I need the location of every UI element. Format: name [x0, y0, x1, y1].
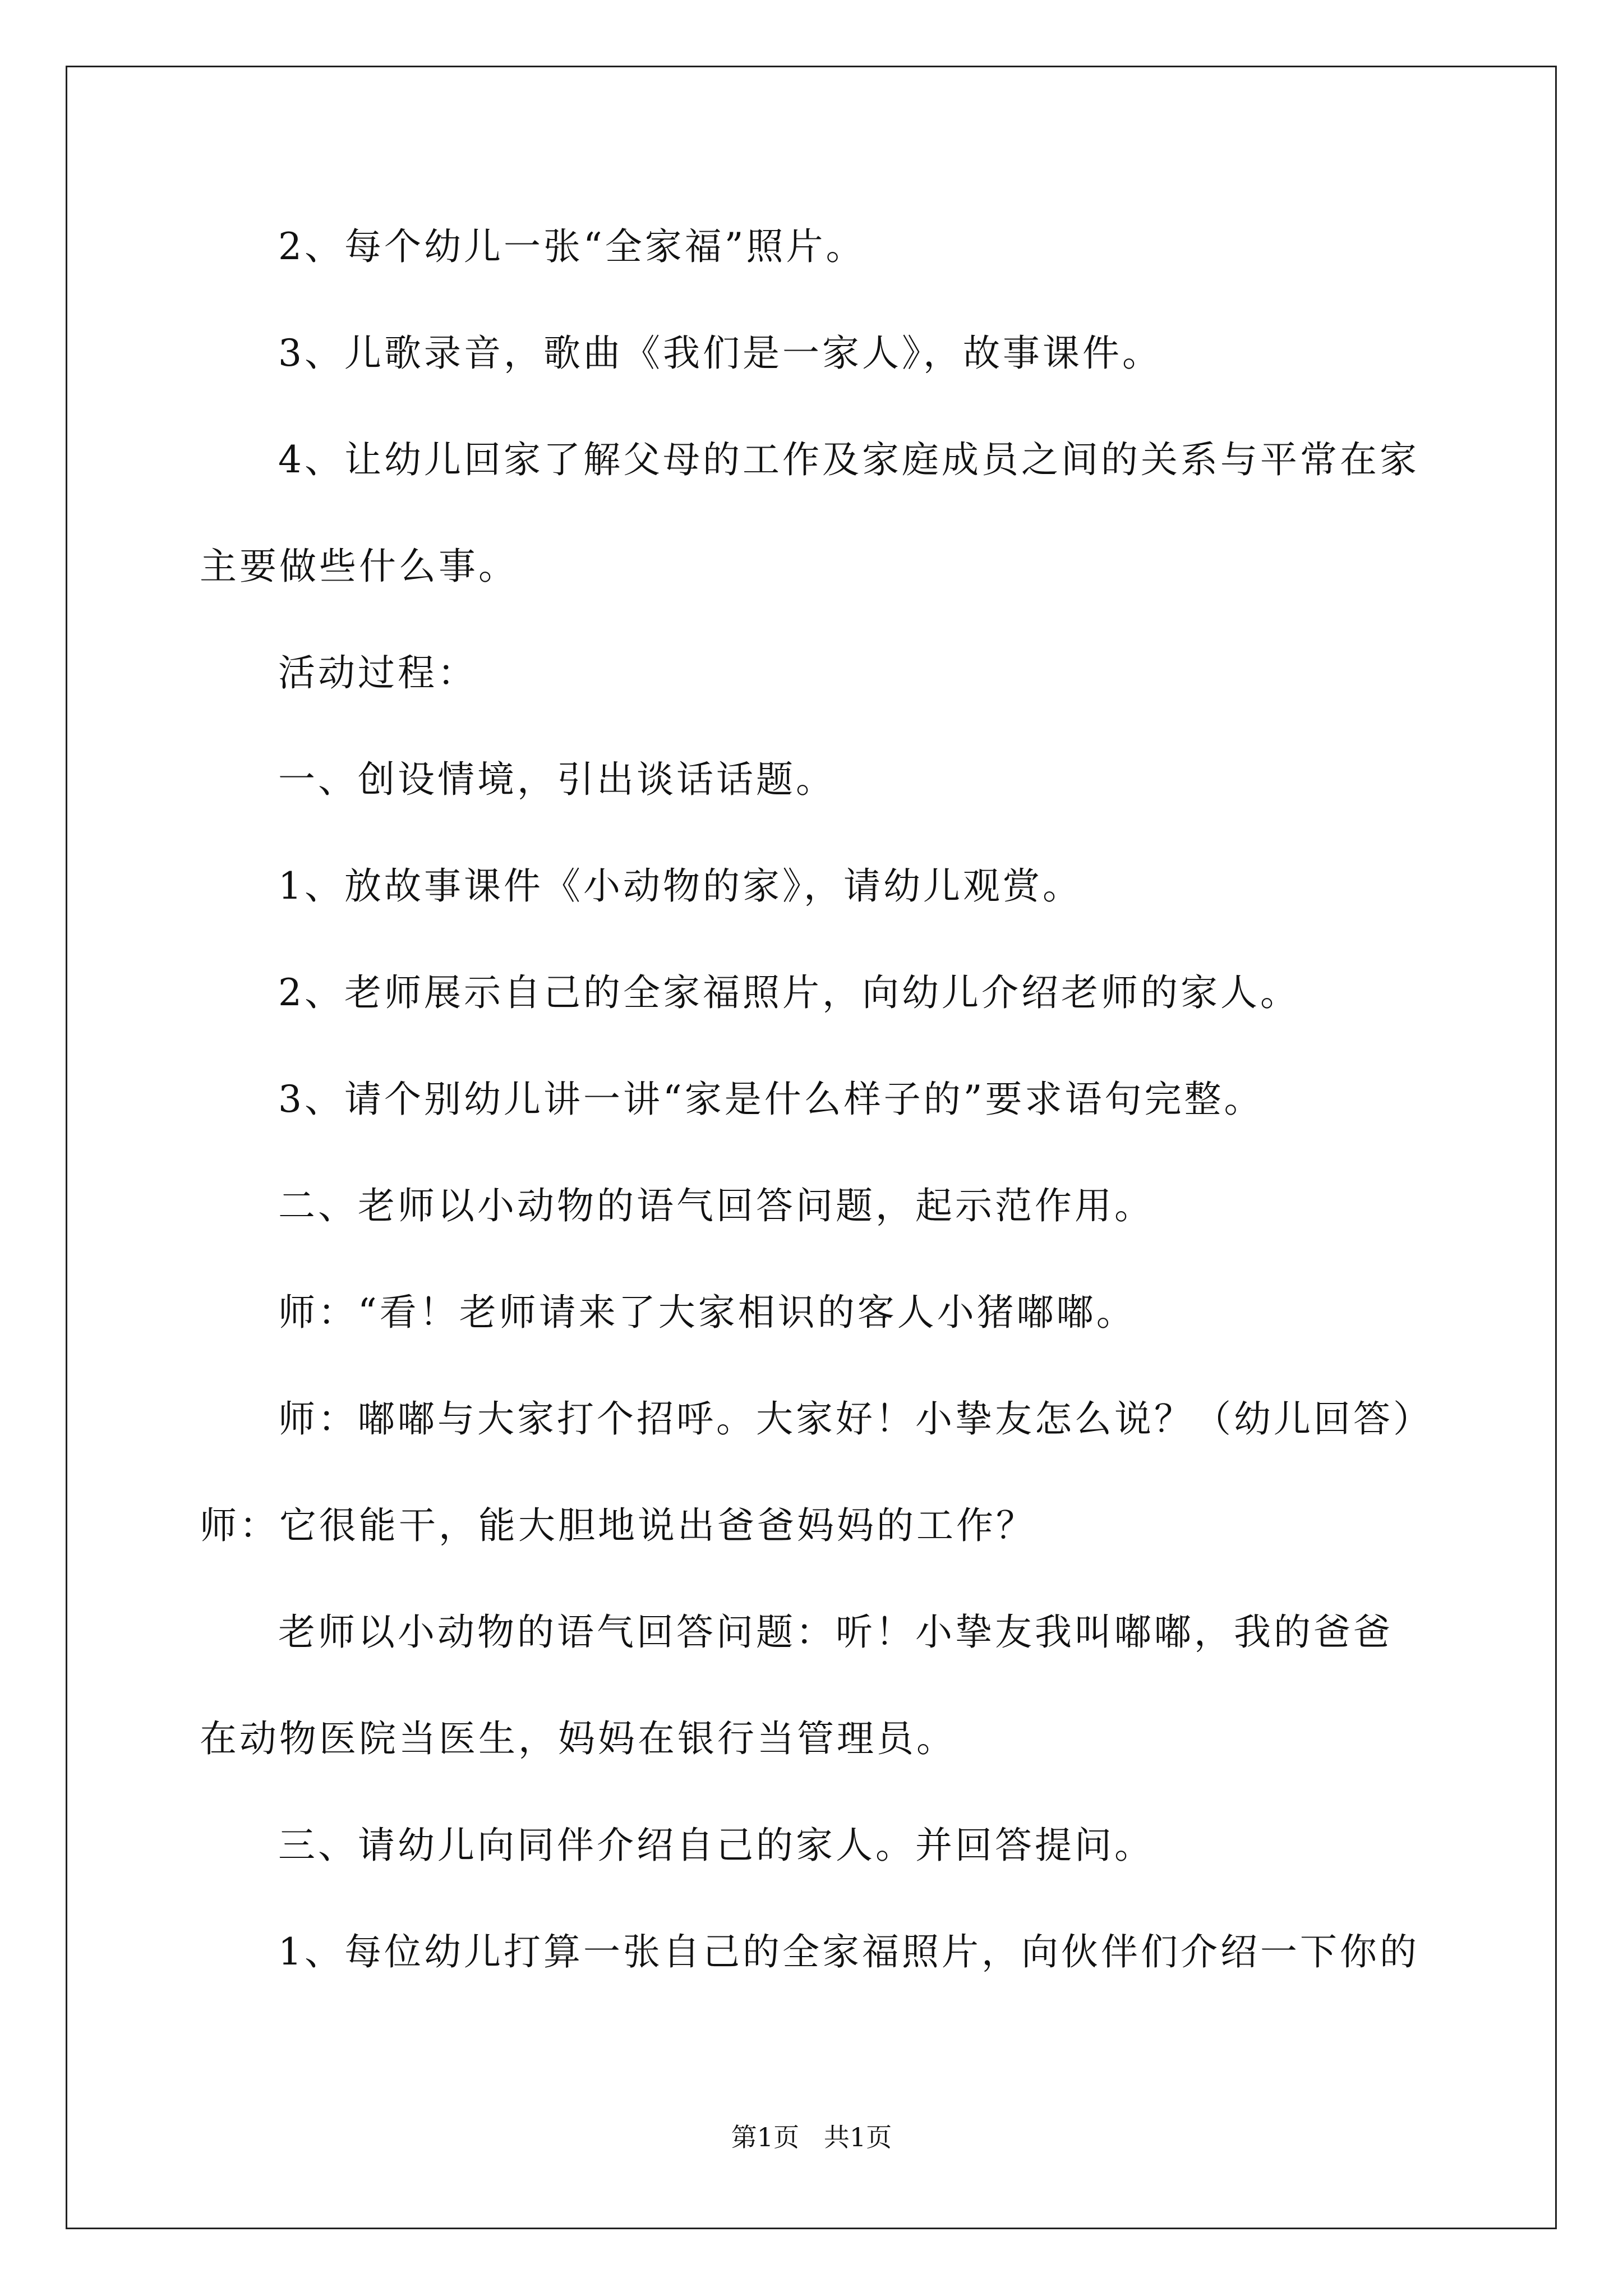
text-line: 活动过程：: [278, 651, 477, 694]
text-line: 在动物医院当医生，妈妈在银行当管理员。: [200, 1717, 956, 1760]
text-line: 二、老师以小动物的语气回答问题，起示范作用。: [278, 1184, 1154, 1227]
text-line: 4、让幼儿回家了解父母的工作及家庭成员之间的关系与平常在家: [278, 438, 1419, 481]
page-border: [66, 66, 1557, 2229]
text-line: 3、请个别幼儿讲一讲“家是什么样子的”要求语句完整。: [278, 1078, 1264, 1121]
text-line: 2、老师展示自己的全家福照片，向幼儿介绍老师的家人。: [278, 971, 1300, 1014]
text-line: 2、每个幼儿一张“全家福”照片。: [278, 225, 866, 268]
text-line: 师：它很能干，能大胆地说出爸爸妈妈的工作？: [200, 1504, 1036, 1547]
text-line: 师：嘟嘟与大家打个招呼。大家好！小挚友怎么说？（幼儿回答）: [278, 1397, 1433, 1441]
text-line: 主要做些什么事。: [200, 545, 518, 588]
text-line: 老师以小动物的语气回答问题：听！小挚友我叫嘟嘟，我的爸爸: [278, 1611, 1393, 1654]
page-footer: 第1页 共1页: [731, 2122, 892, 2152]
text-line: 师：“看！老师请来了大家相识的客人小猪嘟嘟。: [278, 1291, 1136, 1334]
text-line: 1、放故事课件《小动物的家》，请幼儿观赏。: [278, 864, 1082, 908]
text-line: 3、儿歌录音，歌曲《我们是一家人》，故事课件。: [278, 332, 1162, 375]
text-line: 1、每位幼儿打算一张自己的全家福照片，向伙伴们介绍一下你的: [278, 1930, 1419, 1973]
text-line: 三、请幼儿向同伴介绍自己的家人。并回答提问。: [278, 1824, 1154, 1867]
text-line: 一、创设情境，引出谈话话题。: [278, 758, 836, 801]
